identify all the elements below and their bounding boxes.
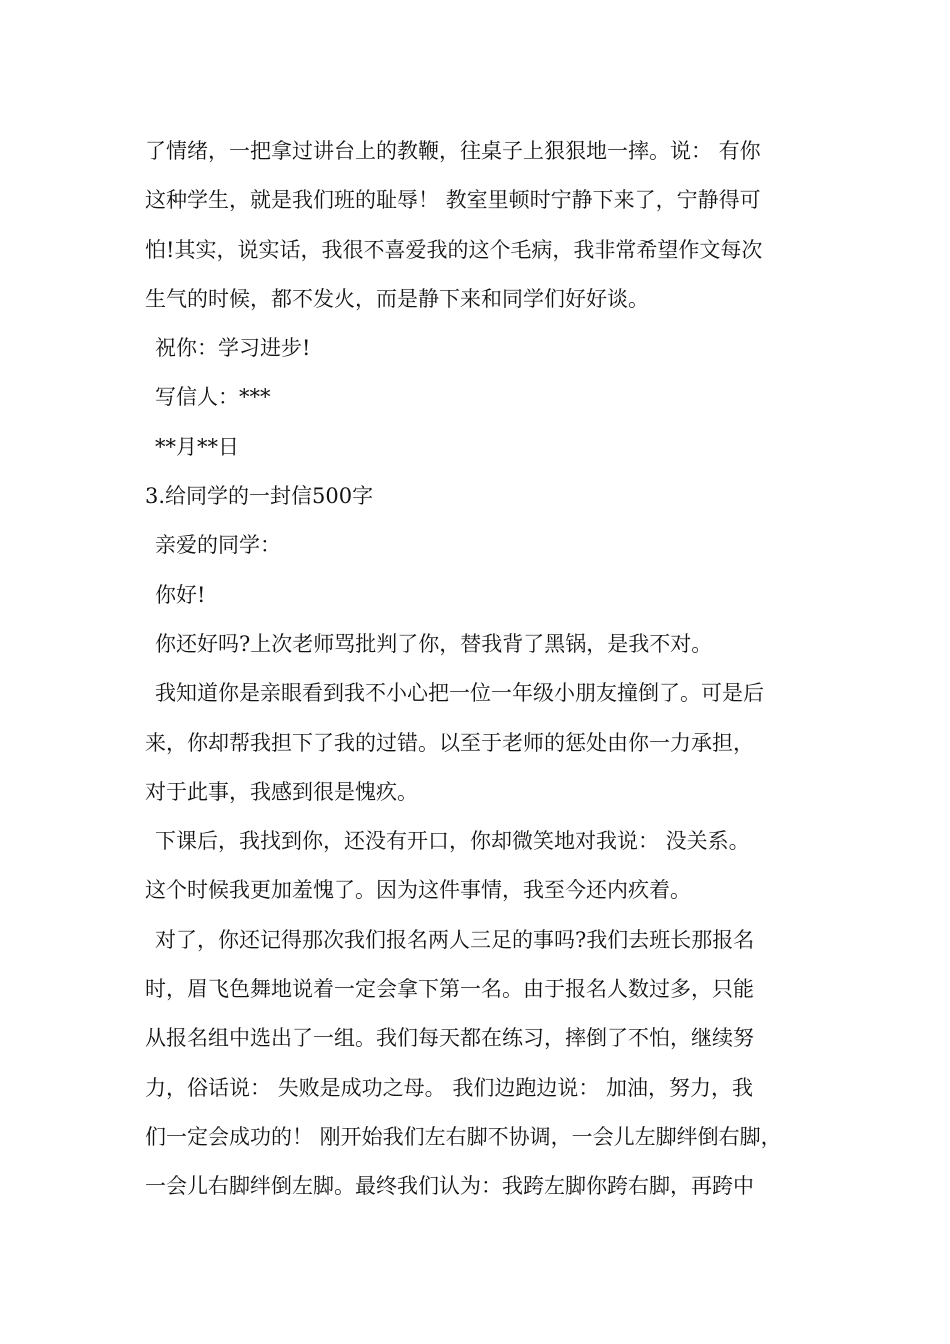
text-line: 怕!其实，说实话，我很不喜爱我的这个毛病，我非常希望作文每次 [145,237,763,262]
text-line: 一会儿右脚绊倒左脚。最终我们认为：我跨左脚你跨右脚，再跨中 [145,1174,754,1199]
text-line: 你还好吗?上次老师骂批判了你，替我背了黑锅，是我不对。 [155,631,713,656]
document-body [145,127,825,1212]
text-line: 从报名组中选出了一组。我们每天都在练习，摔倒了不怕，继续努 [145,1026,754,1051]
text-line: 我知道你是亲眼看到我不小心把一位一年级小朋友撞倒了。可是后 [155,681,764,706]
text-line: 力，俗话说： 失败是成功之母。 我们边跑边说： 加油，努力，我 [145,1075,754,1100]
text-line: 生气的时候，都不发火，而是静下来和同学们好好谈。 [145,286,649,311]
text-line: 时，眉飞色舞地说着一定会拿下第一名。由于报名人数过多，只能 [145,977,754,1002]
text-line: 们一定会成功的！ 刚开始我们左右脚不协调，一会儿左脚绊倒右脚， [145,1124,782,1149]
text-line: 来，你却帮我担下了我的过错。以至于老师的惩处由你一力承担， [145,730,754,755]
salutation: 亲爱的同学： [155,533,281,558]
text-line: 了情绪，一把拿过讲台上的教鞭，往桌子上狠狠地一摔。说： 有你 [145,139,761,163]
section-heading: 3.给同学的一封信500字 [145,484,374,509]
date-line: **月**日 [155,434,239,459]
text-line: 对于此事，我感到很是愧疚。 [145,779,418,804]
text-line: 下课后，我找到你，还没有开口，你却微笑地对我说： 没关系。 [155,829,750,854]
closing-wish: 祝你：学习进步! [155,336,311,361]
text-line: 这种学生，就是我们班的耻辱！ 教室里顿时宁静下来了，宁静得可 [145,188,761,213]
text-line: 这个时候我更加羞愧了。因为这件事情，我至今还内疚着。 [145,878,691,903]
greeting: 你好! [155,582,206,607]
text-line: 对了，你还记得那次我们报名两人三足的事吗?我们去班长那报名 [155,927,755,952]
signature-line: 写信人：*** [155,385,271,410]
